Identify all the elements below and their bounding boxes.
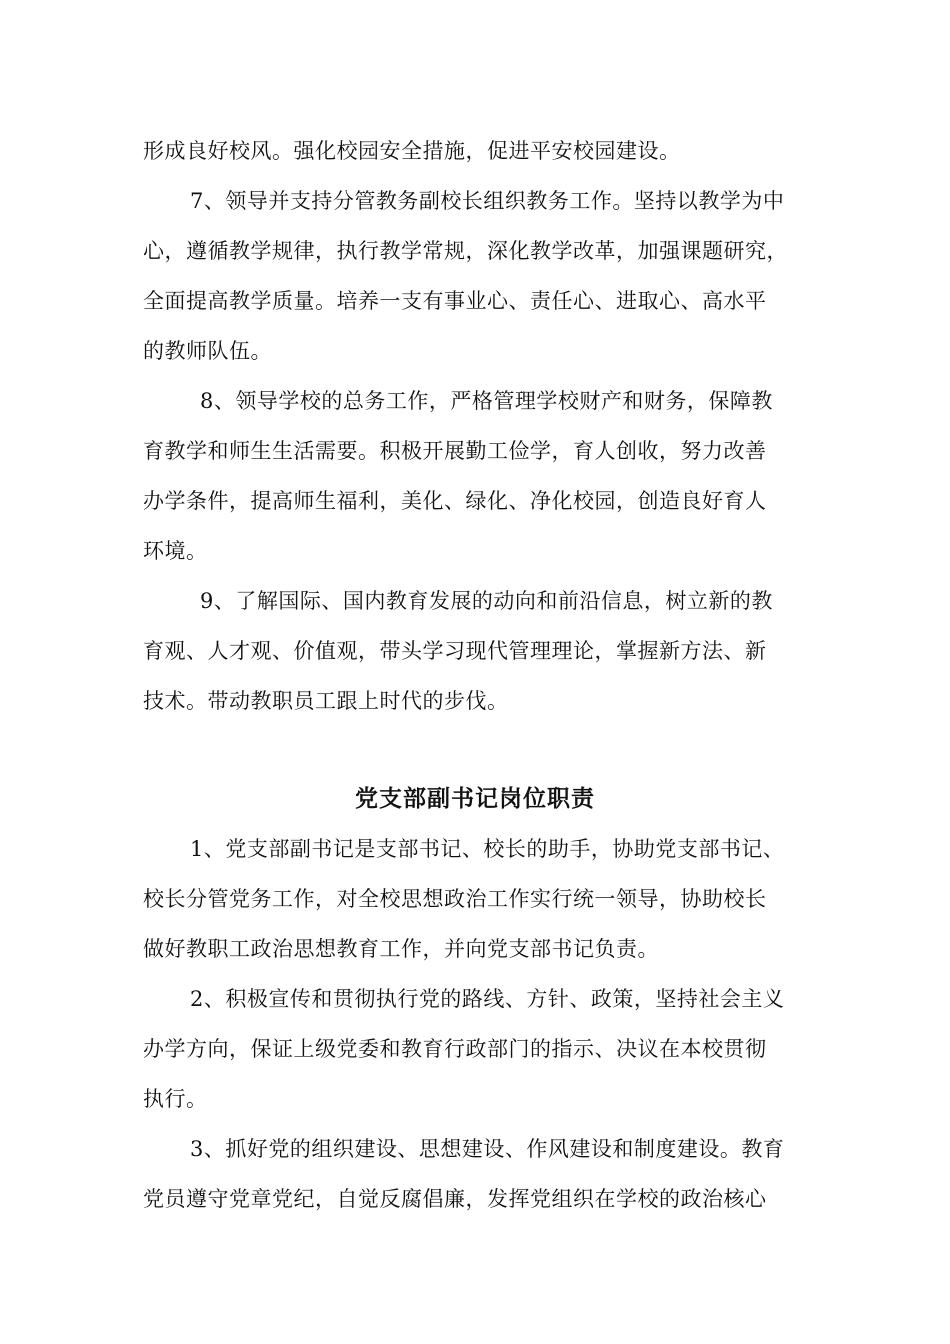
paragraph-line: 育观、人才观、价值观，带头学习现代管理理论，掌握新方法、新 — [143, 639, 767, 663]
paragraph-line: 形成良好校风。强化校园安全措施，促进平安校园建设。 — [143, 139, 681, 163]
paragraph-line: 技术。带动教职员工跟上时代的步伐。 — [143, 689, 509, 713]
paragraph-line: 心，遵循教学规律，执行教学常规，深化教学改革，加强课题研究， — [143, 239, 788, 263]
paragraph-line: 7、领导并支持分管教务副校长组织教务工作。坚持以教学为中 — [190, 189, 785, 213]
paragraph-line: 环境。 — [143, 539, 208, 563]
section-title: 党支部副书记岗位职责 — [355, 786, 595, 812]
paragraph-line: 执行。 — [143, 1087, 208, 1111]
paragraph-line: 9、了解国际、国内教育发展的动向和前沿信息，树立新的教 — [200, 589, 773, 613]
paragraph-line: 全面提高教学质量。培养一支有事业心、责任心、进取心、高水平 — [143, 289, 767, 313]
paragraph-line: 的教师队伍。 — [143, 339, 272, 363]
paragraph-line: 3、抓好党的组织建设、思想建设、作风建设和制度建设。教育 — [190, 1137, 785, 1161]
paragraph-line: 党员遵守党章党纪，自觉反腐倡廉，发挥党组织在学校的政治核心 — [143, 1187, 767, 1211]
paragraph-line: 育教学和师生生活需要。积极开展勤工俭学，育人创收，努力改善 — [143, 439, 767, 463]
paragraph-line: 2、积极宣传和贯彻执行党的路线、方针、政策，坚持社会主义 — [190, 987, 785, 1011]
paragraph-line: 办学方向，保证上级党委和教育行政部门的指示、决议在本校贯彻 — [143, 1037, 767, 1061]
paragraph-line: 做好教职工政治思想教育工作，并向党支部书记负责。 — [143, 937, 659, 961]
paragraph-line: 1、党支部副书记是支部书记、校长的助手，协助党支部书记、 — [190, 837, 785, 861]
paragraph-line: 8、领导学校的总务工作，严格管理学校财产和财务，保障教 — [200, 389, 773, 413]
paragraph-line: 校长分管党务工作，对全校思想政治工作实行统一领导，协助校长 — [143, 887, 767, 911]
paragraph-line: 办学条件，提高师生福利，美化、绿化、净化校园，创造良好育人 — [143, 489, 767, 513]
